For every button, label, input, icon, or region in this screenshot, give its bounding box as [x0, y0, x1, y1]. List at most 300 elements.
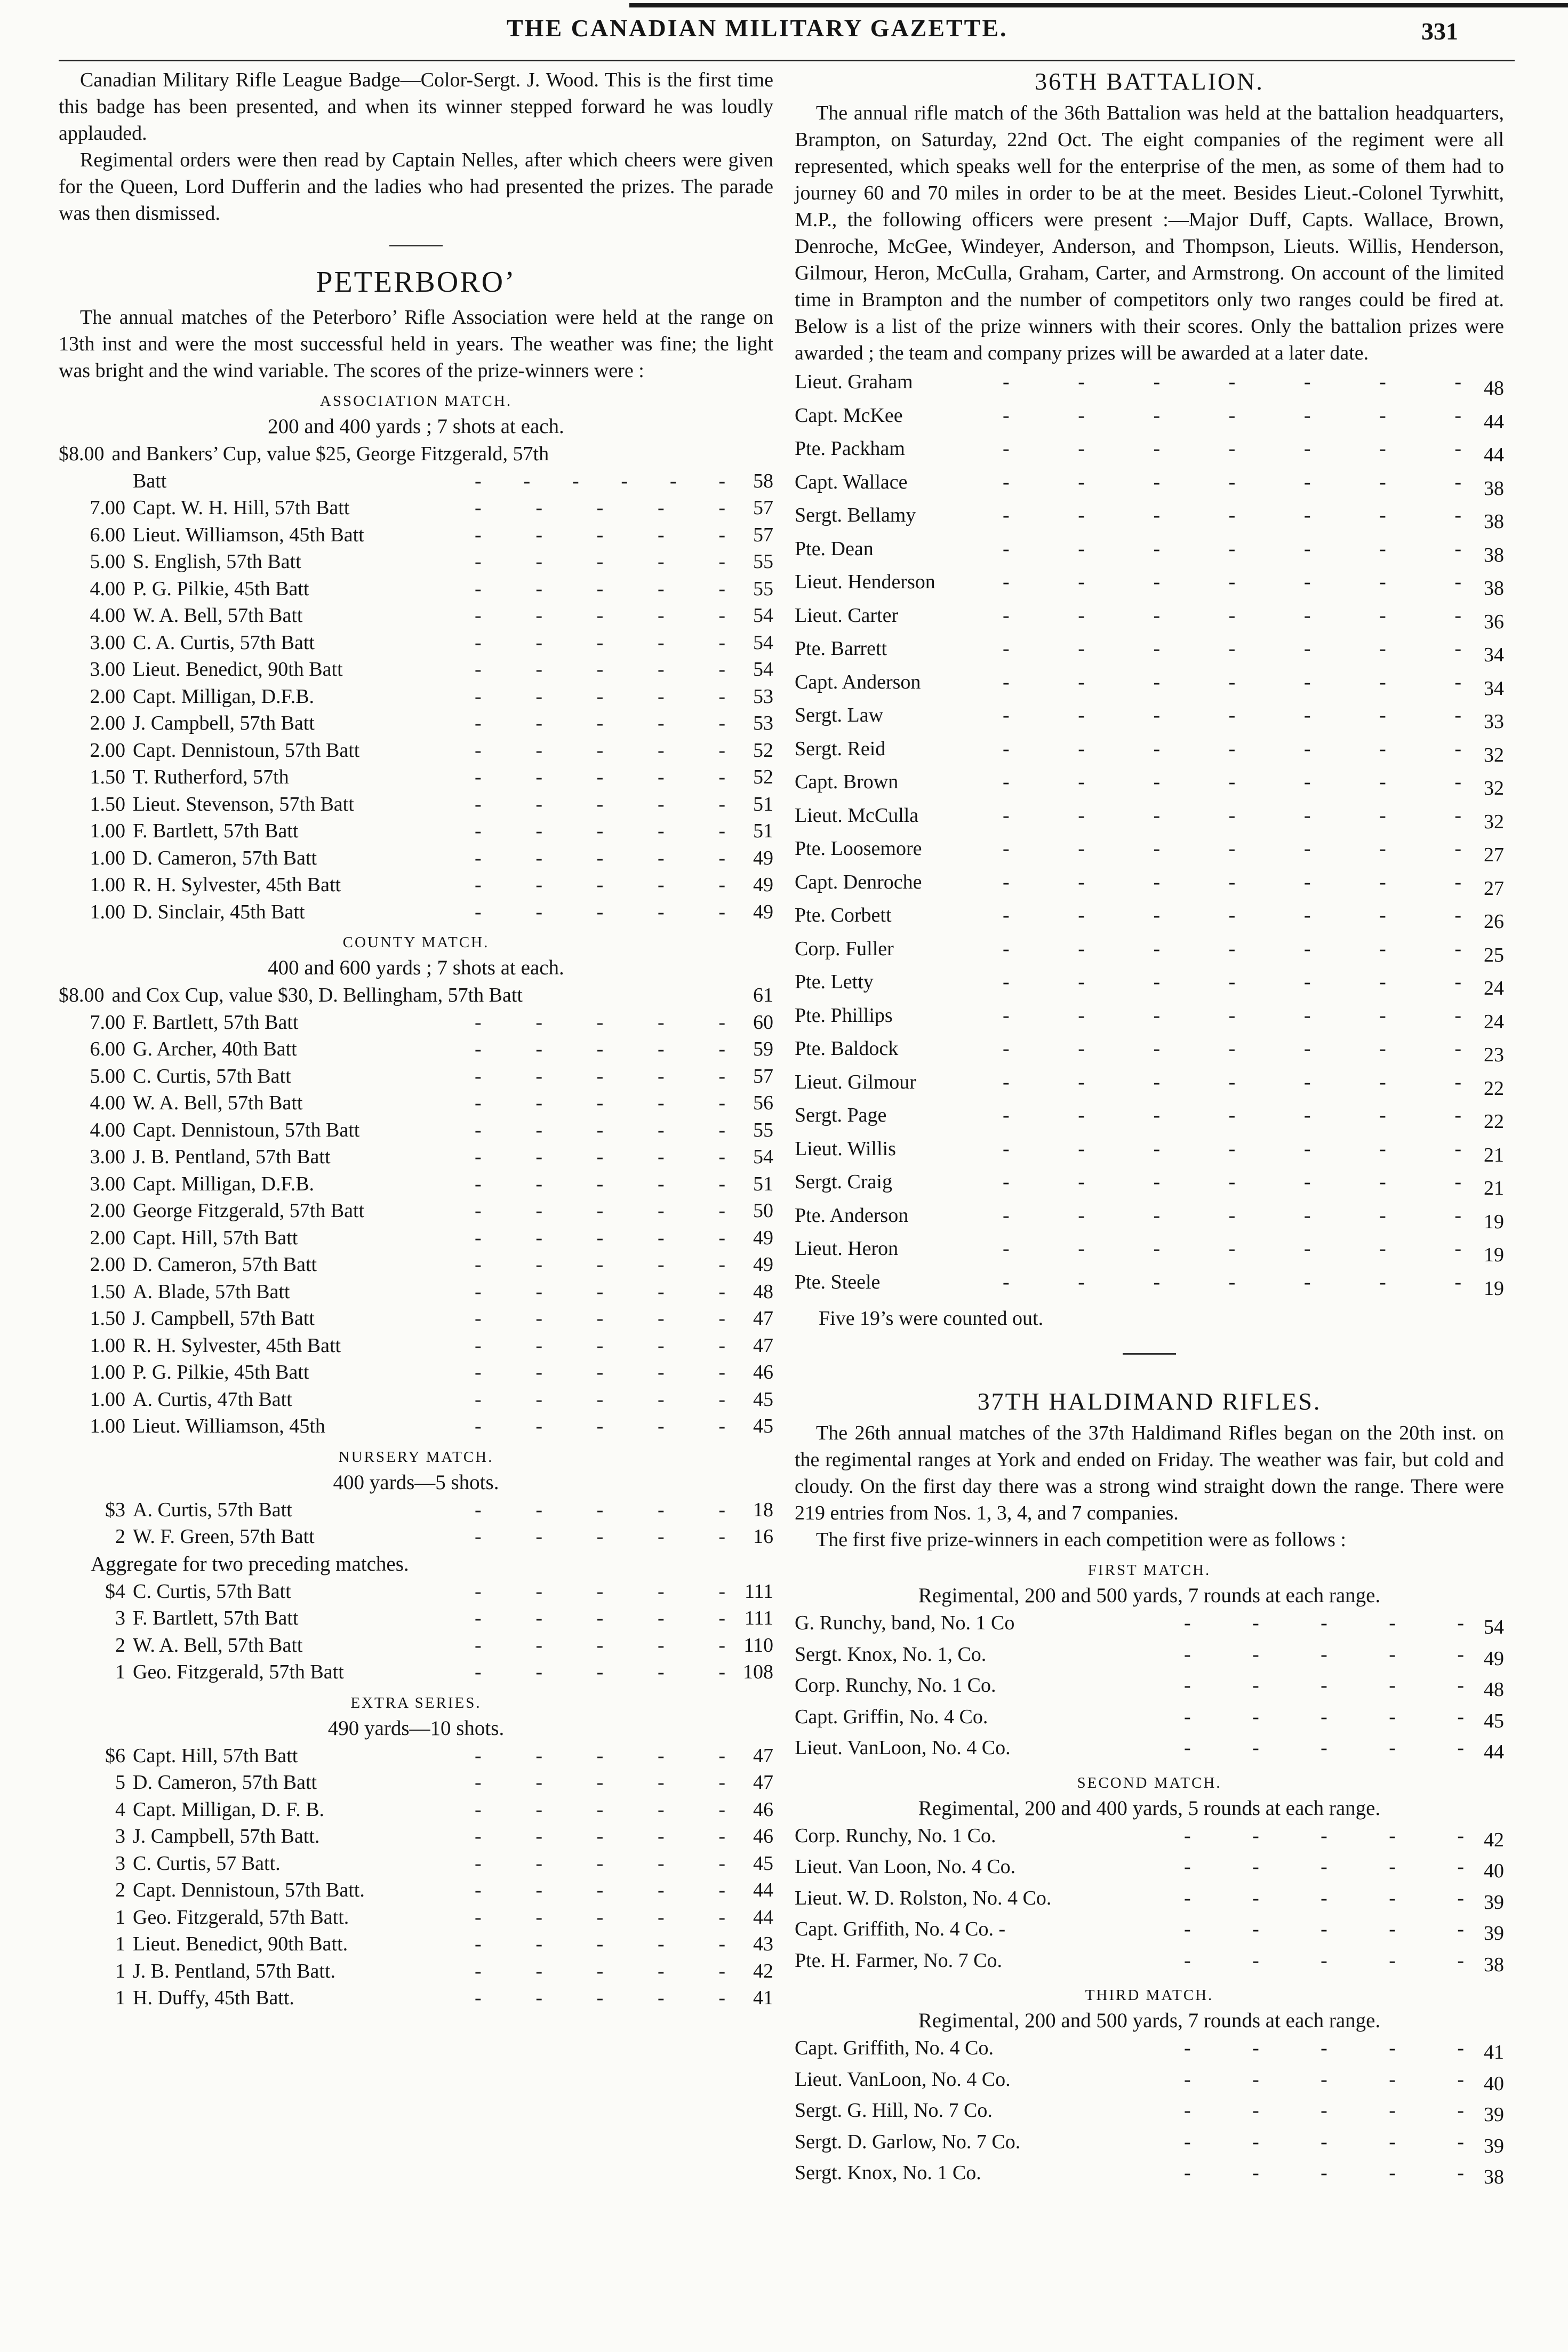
prize: 6.00: [90, 523, 125, 546]
table-row: Lieut. VanLoon, No. 4 Co. - - - - - 40: [795, 2066, 1504, 2098]
table-row: Lieut. Van Loon, No. 4 Co. - - - - - 40: [795, 1853, 1504, 1885]
table-row: 1.50 Lieut. Stevenson, 57th Batt - - - - - 51: [59, 791, 773, 818]
competitor: G. Runchy, band, No. 1 Co: [795, 1612, 1015, 1634]
table-row: Pte. Loosemore - - - - - - - 27: [795, 835, 1504, 869]
competitor: R. H. Sylvester, 45th Batt: [133, 1334, 341, 1357]
intro-paragraph-1: Canadian Military Rifle League Badge—Color-Sergt. J. Wood. This is the first time this badge has been presented, and when its winner stepped forward he was loudly applauded.: [59, 69, 773, 145]
first-match-heading: FIRST MATCH.: [1087, 1562, 1211, 1579]
table-row: 2 W. F. Green, 57th Batt - - - - - 16: [59, 1523, 773, 1550]
competitor: Capt. Anderson: [795, 670, 921, 693]
score: 39: [1484, 1891, 1504, 1914]
competitor: Lieut. Stevenson, 57th Batt: [133, 793, 354, 815]
competitor: P. G. Pilkie, 45th Batt: [133, 577, 309, 600]
prize: 1.00: [90, 1361, 125, 1383]
peterboro-paragraph: The annual matches of the Peterboro’ Rifle Association were held at the range on 13th inst and were the most successful held in years. The weather was fine; the light was bright and the wind variable. The scores of the prize-winners were :: [59, 306, 773, 382]
score: 44: [1484, 410, 1504, 433]
table-row: 2.00 D. Cameron, 57th Batt - - - - - 49: [59, 1251, 773, 1278]
competitor: C. Curtis, 57th Batt: [133, 1065, 291, 1087]
prize: 1: [115, 1661, 125, 1683]
prize: 5.00: [90, 1065, 125, 1087]
prize: 1: [115, 1906, 125, 1929]
table-row: Capt. Griffith, No. 4 Co. - - - - - - 39: [795, 1916, 1504, 1947]
table-row: Pte. Steele - - - - - - - 19: [795, 1269, 1504, 1302]
table-row: Lieut. Carter - - - - - - - 36: [795, 602, 1504, 636]
table-row: 3 J. Campbell, 57th Batt. - - - - - 46: [59, 1823, 773, 1850]
table-row: 2.00 Capt. Milligan, D.F.B. - - - - - 53: [59, 683, 773, 710]
table-row: Lieut. VanLoon, No. 4 Co. - - - - - 44: [795, 1734, 1504, 1766]
nursery-match-heading: NURSERY MATCH.: [338, 1448, 494, 1466]
score: 52: [753, 739, 773, 762]
score: 57: [753, 1065, 773, 1087]
score: 57: [753, 497, 773, 519]
table-row: Sergt. Bellamy - - - - - - - 38: [795, 502, 1504, 535]
score: 108: [743, 1661, 773, 1683]
extra-table: [59, 1742, 773, 2012]
table-row: Pte. Packham - - - - - - - 44: [795, 435, 1504, 469]
table-row: G. Runchy, band, No. 1 Co - - - - - 54: [795, 1610, 1504, 1641]
competitor: D. Cameron, 57th Batt: [133, 846, 317, 869]
table-row: 4.00 W. A. Bell, 57th Batt - - - - - 54: [59, 602, 773, 629]
competitor: Lieut. Van Loon, No. 4 Co.: [795, 1855, 1016, 1878]
competitor: Sergt. Knox, No. 1, Co.: [795, 1643, 987, 1666]
table-row: Sergt. G. Hill, No. 7 Co. - - - - - 39: [795, 2097, 1504, 2129]
table-row: Corp. Runchy, No. 1 Co. - - - - - 42: [795, 1822, 1504, 1854]
prize: 3.00: [90, 1146, 125, 1168]
score: 18: [753, 1498, 773, 1521]
h37-paragraph-2: The first five prize-winners in each competition were as follows :: [816, 1529, 1346, 1551]
b36-note: Five 19’s were counted out.: [819, 1307, 1044, 1330]
competitor: Sergt. Craig: [795, 1171, 892, 1193]
competitor: Capt. Hill, 57th Batt: [133, 1744, 298, 1767]
table-row: Lieut. Henderson - - - - - - - 38: [795, 569, 1504, 602]
score: 44: [753, 1906, 773, 1929]
prize: 4.00: [90, 604, 125, 627]
score: 38: [1484, 477, 1504, 500]
score: 46: [753, 1825, 773, 1847]
prize: 1: [115, 1987, 125, 2009]
prize: 1.00: [90, 1415, 125, 1437]
competitor: Capt. W. H. Hill, 57th Batt: [133, 497, 350, 519]
table-row: 3.00 Lieut. Benedict, 90th Batt - - - - - 54: [59, 656, 773, 683]
score: 24: [1484, 977, 1504, 999]
score: 40: [1484, 2072, 1504, 2095]
competitor: Lieut. VanLoon, No. 4 Co.: [795, 2068, 1011, 2091]
table-row: 4 Capt. Milligan, D. F. B. - - - - - 46: [59, 1796, 773, 1823]
competitor: Geo. Fitzgerald, 57th Batt: [133, 1661, 344, 1683]
table-row: $3 A. Curtis, 57th Batt - - - - - 18: [59, 1497, 773, 1524]
peterboro-title: PETERBORO’: [316, 266, 516, 299]
prize: 4.00: [90, 1118, 125, 1141]
table-row: Sergt. Reid - - - - - - - 32: [795, 735, 1504, 769]
table-row: 2 W. A. Bell, 57th Batt - - - - - 110: [59, 1632, 773, 1659]
competitor: Sergt. Knox, No. 1 Co.: [795, 2162, 981, 2184]
table-row: 1.00 D. Cameron, 57th Batt - - - - - 49: [59, 845, 773, 872]
prize: 1.50: [90, 766, 125, 788]
competitor: George Fitzgerald, 57th Batt: [133, 1199, 365, 1222]
prize: 2.00: [90, 685, 125, 708]
competitor: S. English, 57th Batt: [133, 550, 301, 573]
table-row: Capt. McKee - - - - - - - 44: [795, 402, 1504, 436]
prize: 2.00: [90, 739, 125, 762]
score: 55: [753, 550, 773, 573]
county-first-row: $8.00 and Cox Cup, value $30, D. Bellingham, 57th Batt 61: [59, 984, 773, 1006]
competitor: Pte. Steele: [795, 1270, 881, 1293]
score: 46: [753, 1798, 773, 1821]
competitor: W. A. Bell, 57th Batt: [133, 1634, 303, 1657]
competitor: Pte. H. Farmer, No. 7 Co.: [795, 1949, 1002, 1972]
score: 45: [1484, 1709, 1504, 1732]
association-conditions: 200 and 400 yards ; 7 shots at each.: [268, 415, 564, 438]
prize: 6.00: [90, 1038, 125, 1060]
score: 55: [753, 577, 773, 600]
score: 44: [1484, 444, 1504, 466]
competitor: Lieut. Gilmour: [795, 1070, 916, 1093]
competitor: Lieut. McCulla: [795, 804, 919, 827]
table-row: Pte. Barrett - - - - - - - 34: [795, 635, 1504, 669]
score: 53: [753, 685, 773, 708]
score: 57: [753, 523, 773, 546]
competitor: Capt. Milligan, D. F. B.: [133, 1798, 325, 1821]
score: 50: [753, 1199, 773, 1222]
table-row: 2.00 Capt. Hill, 57th Batt - - - - - 49: [59, 1225, 773, 1252]
competitor: Lieut. VanLoon, No. 4 Co.: [795, 1737, 1011, 1759]
competitor: J. Campbell, 57th Batt: [133, 1307, 315, 1330]
competitor: Geo. Fitzgerald, 57th Batt.: [133, 1906, 349, 1929]
score: 41: [753, 1987, 773, 2009]
competitor: Pte. Corbett: [795, 904, 892, 926]
table-row: 1.00 Lieut. Williamson, 45th - - - - - 45: [59, 1413, 773, 1440]
prize: 2.00: [90, 1226, 125, 1249]
table-row: 1.50 J. Campbell, 57th Batt - - - - - 47: [59, 1305, 773, 1332]
table-row: Pte. Phillips - - - - - - - 24: [795, 1002, 1504, 1036]
county-table: [59, 1009, 773, 1440]
prize: 1.00: [90, 874, 125, 896]
table-row: 1.00 D. Sinclair, 45th Batt - - - - - 49: [59, 899, 773, 926]
table-row: Capt. Anderson - - - - - - - 34: [795, 669, 1504, 702]
intro-paragraph-2: Regimental orders were then read by Captain Nelles, after which cheers were given for the Queen, Lord Dufferin and the ladies who had presented the prizes. The parade was then dismissed.: [59, 149, 773, 225]
h37-paragraph-1: The 26th annual matches of the 37th Haldimand Rifles began on the 20th inst. on the regimental ranges at York and ended on Friday. The weather was fair, but cold and cloudy. On the first day there was a strong wind straight down the range. There were 219 entries from Nos. 1, 3, 4, and 7 companies.: [795, 1422, 1504, 1524]
competitor: Capt. Brown: [795, 771, 899, 793]
score: 111: [744, 1607, 773, 1629]
score: 34: [1484, 644, 1504, 666]
nursery-conditions: 400 yards—5 shots.: [333, 1470, 499, 1494]
score: 24: [1484, 1010, 1504, 1033]
prize: $3: [105, 1498, 125, 1521]
prize: 4: [115, 1798, 125, 1821]
score: 53: [753, 712, 773, 734]
score: 54: [753, 1146, 773, 1168]
b36-title: 36TH BATTALION.: [1035, 68, 1264, 95]
competitor: J. B. Pentland, 57th Batt.: [133, 1959, 335, 1982]
competitor: P. G. Pilkie, 45th Batt: [133, 1361, 309, 1383]
competitor: F. Bartlett, 57th Batt: [133, 1607, 299, 1629]
competitor: Lieut. Heron: [795, 1237, 899, 1260]
score: 22: [1484, 1077, 1504, 1100]
score: 60: [753, 1011, 773, 1034]
table-row: 1.00 F. Bartlett, 57th Batt - - - - - 51: [59, 818, 773, 845]
prize: 3.00: [90, 658, 125, 681]
table-row: 6.00 Lieut. Williamson, 45th Batt - - - - - 57: [59, 522, 773, 549]
table-row: 3.00 Capt. Milligan, D.F.B. - - - - - 51: [59, 1171, 773, 1198]
competitor: Lieut. Henderson: [795, 571, 935, 593]
score: 21: [1484, 1143, 1504, 1166]
table-row: 1.00 A. Curtis, 47th Batt - - - - - 45: [59, 1386, 773, 1413]
score: 44: [753, 1879, 773, 1901]
table-row: Capt. Griffin, No. 4 Co. - - - - - 45: [795, 1703, 1504, 1735]
score: 27: [1484, 844, 1504, 866]
table-row: Capt. Denroche - - - - - - - 27: [795, 869, 1504, 902]
prize: 1.00: [90, 1388, 125, 1411]
prize: $4: [105, 1580, 125, 1603]
county-conditions: 400 and 600 yards ; 7 shots at each.: [268, 956, 564, 979]
score: 38: [1484, 2166, 1504, 2188]
table-row: Corp. Runchy, No. 1 Co. - - - - - 48: [795, 1672, 1504, 1703]
prize: 4.00: [90, 1092, 125, 1114]
table-row: Pte. Baldock - - - - - - - 23: [795, 1035, 1504, 1069]
table-row: 3 F. Bartlett, 57th Batt - - - - - 111: [59, 1605, 773, 1632]
score: 59: [753, 1038, 773, 1060]
score: 42: [753, 1959, 773, 1982]
score: 51: [753, 793, 773, 815]
table-row: 3.00 C. A. Curtis, 57th Batt - - - - - 54: [59, 629, 773, 657]
first-match-table: [795, 1610, 1504, 1766]
score: 26: [1484, 910, 1504, 933]
extra-series-heading: EXTRA SERIES.: [350, 1694, 482, 1711]
table-row: Sergt. Knox, No. 1 Co. - - - - - 38: [795, 2159, 1504, 2191]
score: 54: [753, 604, 773, 627]
competitor: Capt. Dennistoun, 57th Batt: [133, 739, 360, 762]
prize: 1.50: [90, 1280, 125, 1303]
table-row: 3 C. Curtis, 57 Batt. - - - - - 45: [59, 1850, 773, 1877]
prize: 3: [115, 1607, 125, 1629]
gazette-title: THE CANADIAN MILITARY GAZETTE.: [507, 14, 1008, 42]
competitor: Lieut. W. D. Rolston, No. 4 Co.: [795, 1886, 1052, 1909]
competitor: J. Campbell, 57th Batt: [133, 712, 315, 734]
table-row: Sergt. Knox, No. 1, Co. - - - - - 49: [795, 1641, 1504, 1673]
competitor: Capt. Milligan, D.F.B.: [133, 1172, 315, 1195]
score: 41: [1484, 2041, 1504, 2063]
table-row: Lieut. Willis - - - - - - - 21: [795, 1135, 1504, 1169]
score: 45: [753, 1852, 773, 1875]
table-row: 1.00 R. H. Sylvester, 45th Batt - - - - - 49: [59, 871, 773, 899]
table-row: 5.00 C. Curtis, 57th Batt - - - - - 57: [59, 1063, 773, 1090]
competitor: Lieut. Willis: [795, 1137, 896, 1160]
b36-paragraph: The annual rifle match of the 36th Battalion was held at the battalion headquarters, Brampton, on Saturday, 22nd Oct. The eight companies of the regiment were all represented, which speaks well for the enterprise of the men, as some of them had to journey 60 and 70 miles in order to be at the meet. Besides Lieut.-Colonel Tyrwhitt, M.P., the following officers were present :—Major Duff, Capts. Wallace, Brown, Denroche, McGee, Windeyer, Anderson, and Thompson, Lieuts. Willis, Henderson, Gilmour, Heron, McCulla, Graham, Carter, and Armstrong. On account of the limited time in Brampton and the number of competitors only two ranges could be fired at. Below is a list of the prize winners with their scores. Only the battalion prizes were awarded ; the team and company prizes will be awarded at a later date.: [795, 102, 1504, 364]
score: 34: [1484, 677, 1504, 700]
competitor: Lieut. Benedict, 90th Batt: [133, 658, 343, 681]
table-row: Capt. Brown - - - - - - - 32: [795, 769, 1504, 802]
table-row: 7.00 F. Bartlett, 57th Batt - - - - - 60: [59, 1009, 773, 1036]
competitor: Lieut. Carter: [795, 604, 899, 627]
competitor: Capt. Denroche: [795, 870, 922, 893]
right-column: [795, 67, 1504, 2191]
header-rule-top: [629, 3, 1568, 7]
table-row: 6.00 G. Archer, 40th Batt - - - - - 59: [59, 1036, 773, 1063]
score: 21: [1484, 1177, 1504, 1199]
score: 23: [1484, 1044, 1504, 1066]
table-row: 5.00 S. English, 57th Batt - - - - - 55: [59, 548, 773, 575]
third-match-table: [795, 2035, 1504, 2191]
extra-conditions: 490 yards—10 shots.: [327, 1716, 505, 1740]
table-row: 1.00 R. H. Sylvester, 45th Batt - - - - - 47: [59, 1332, 773, 1359]
score: 51: [753, 820, 773, 842]
competitor: Capt. Dennistoun, 57th Batt.: [133, 1879, 365, 1901]
score: 55: [753, 1118, 773, 1141]
page-header: [0, 10, 1568, 47]
competitor: Capt. Hill, 57th Batt: [133, 1226, 298, 1249]
score: 45: [753, 1388, 773, 1411]
competitor: D. Cameron, 57th Batt: [133, 1253, 317, 1276]
table-row: 2.00 George Fitzgerald, 57th Batt - - - - - 50: [59, 1197, 773, 1225]
competitor: Lieut. Benedict, 90th Batt.: [133, 1933, 348, 1955]
competitor: J. B. Pentland, 57th Batt: [133, 1146, 331, 1168]
score: 54: [1484, 1616, 1504, 1638]
competitor: Sergt. Law: [795, 704, 884, 726]
score: 32: [1484, 777, 1504, 799]
competitor: Corp. Runchy, No. 1 Co.: [795, 1824, 996, 1847]
competitor: Pte. Baldock: [795, 1037, 899, 1060]
prize: 3: [115, 1852, 125, 1875]
third-match-heading: THIRD MATCH.: [1085, 1987, 1214, 2004]
left-column: [59, 67, 773, 2012]
table-row: 2.00 Capt. Dennistoun, 57th Batt - - - - - 52: [59, 737, 773, 764]
h37-title: 37TH HALDIMAND RIFLES.: [977, 1388, 1322, 1415]
association-first-row-cont: Batt - - - - - - 58: [133, 469, 773, 492]
score: 49: [753, 1226, 773, 1249]
competitor: J. Campbell, 57th Batt.: [133, 1825, 320, 1847]
association-table: [59, 494, 773, 925]
score: 22: [1484, 1110, 1504, 1133]
table-row: Sergt. Craig - - - - - - - 21: [795, 1169, 1504, 1202]
score: 54: [753, 658, 773, 681]
competitor: H. Duffy, 45th Batt.: [133, 1987, 294, 2009]
section-divider: [1123, 1353, 1176, 1355]
competitor: Pte. Dean: [795, 537, 874, 560]
table-row: Pte. H. Farmer, No. 7 Co. - - - - - 38: [795, 1947, 1504, 1979]
score: 48: [753, 1280, 773, 1303]
prize: 1: [115, 1933, 125, 1955]
score: 48: [1484, 377, 1504, 399]
second-match-heading: SECOND MATCH.: [1077, 1774, 1222, 1791]
competitor: A. Curtis, 47th Batt: [133, 1388, 292, 1411]
prize: 4.00: [90, 577, 125, 600]
competitor: Pte. Barrett: [795, 637, 887, 660]
competitor: A. Blade, 57th Batt: [133, 1280, 290, 1303]
score: 39: [1484, 2103, 1504, 2126]
score: 42: [1484, 1828, 1504, 1851]
b36-table: [795, 369, 1504, 1302]
competitor: Capt. Wallace: [795, 470, 908, 493]
score: 111: [744, 1580, 773, 1603]
competitor: Sergt. G. Hill, No. 7 Co.: [795, 2099, 993, 2122]
competitor: Pte. Letty: [795, 971, 874, 993]
competitor: Sergt. Reid: [795, 737, 886, 760]
prize: 1: [115, 1959, 125, 1982]
competitor: D. Sinclair, 45th Batt: [133, 900, 305, 923]
table-row: Pte. Letty - - - - - - - 24: [795, 969, 1504, 1002]
table-row: 1 Geo. Fitzgerald, 57th Batt. - - - - - 44: [59, 1904, 773, 1931]
third-match-conditions: Regimental, 200 and 500 yards, 7 rounds at each range.: [918, 2009, 1381, 2032]
page-number: 331: [1421, 18, 1458, 45]
table-row: 2.00 J. Campbell, 57th Batt - - - - - 53: [59, 710, 773, 737]
competitor: W. A. Bell, 57th Batt: [133, 1092, 303, 1114]
table-row: Sergt. Page - - - - - - - 22: [795, 1102, 1504, 1135]
competitor: C. Curtis, 57th Batt: [133, 1580, 291, 1603]
prize: 1.50: [90, 793, 125, 815]
prize: 2: [115, 1634, 125, 1657]
prize: 1.00: [90, 900, 125, 923]
competitor: F. Bartlett, 57th Batt: [133, 1011, 299, 1034]
association-match-heading: ASSOCIATION MATCH.: [319, 393, 513, 410]
table-row: Lieut. Gilmour - - - - - - - 22: [795, 1069, 1504, 1102]
table-row: 7.00 Capt. W. H. Hill, 57th Batt - - - - - 57: [59, 494, 773, 522]
competitor: Pte. Loosemore: [795, 837, 922, 860]
score: 48: [1484, 1678, 1504, 1701]
competitor: Corp. Fuller: [795, 937, 894, 960]
competitor: Sergt. Bellamy: [795, 504, 916, 526]
competitor: Capt. McKee: [795, 404, 903, 427]
score: 16: [753, 1525, 773, 1548]
score: 32: [1484, 810, 1504, 833]
table-row: Lieut. W. D. Rolston, No. 4 Co. - - - - - 39: [795, 1885, 1504, 1916]
competitor: A. Curtis, 57th Batt: [133, 1498, 292, 1521]
score: 49: [753, 846, 773, 869]
table-row: Sergt. D. Garlow, No. 7 Co. - - - - - 39: [795, 2129, 1504, 2160]
table-row: 4.00 Capt. Dennistoun, 57th Batt - - - - - 55: [59, 1117, 773, 1144]
competitor: Pte. Anderson: [795, 1204, 909, 1227]
competitor: Lieut. Williamson, 45th: [133, 1415, 325, 1437]
prize: 5: [115, 1771, 125, 1794]
competitor: T. Rutherford, 57th: [133, 766, 289, 788]
table-row: 1 Lieut. Benedict, 90th Batt. - - - - - 43: [59, 1931, 773, 1958]
table-row: Lieut. Heron - - - - - - - 19: [795, 1235, 1504, 1269]
score: 47: [753, 1744, 773, 1767]
header-divider: [59, 60, 1515, 61]
prize: 3.00: [90, 1172, 125, 1195]
competitor: Capt. Griffith, No. 4 Co. -: [795, 1918, 1006, 1940]
competitor: Pte. Phillips: [795, 1004, 893, 1027]
table-row: 1 Geo. Fitzgerald, 57th Batt - - - - - 108: [59, 1659, 773, 1686]
competitor: G. Archer, 40th Batt: [133, 1038, 297, 1060]
table-row: Lieut. Graham - - - - - - - 48: [795, 369, 1504, 402]
score: 32: [1484, 743, 1504, 766]
prize: 2.00: [90, 1199, 125, 1222]
competitor: C. A. Curtis, 57th Batt: [133, 631, 315, 654]
score: 39: [1484, 1922, 1504, 1945]
competitor: D. Cameron, 57th Batt: [133, 1771, 317, 1794]
table-row: $6 Capt. Hill, 57th Batt - - - - - 47: [59, 1742, 773, 1770]
score: 45: [753, 1415, 773, 1437]
score: 49: [1484, 1647, 1504, 1670]
county-match-heading: COUNTY MATCH.: [342, 934, 490, 951]
score: 54: [753, 631, 773, 654]
prize: 2.00: [90, 712, 125, 734]
prize: 3.00: [90, 631, 125, 654]
competitor: R. H. Sylvester, 45th Batt: [133, 874, 341, 896]
score: 39: [1484, 2134, 1504, 2157]
table-row: 4.00 W. A. Bell, 57th Batt - - - - - 56: [59, 1090, 773, 1117]
prize: 1.00: [90, 1334, 125, 1357]
competitor: Pte. Packham: [795, 437, 905, 460]
score: 56: [753, 1092, 773, 1114]
table-row: Capt. Griffith, No. 4 Co. - - - - - 41: [795, 2035, 1504, 2066]
score: 49: [753, 874, 773, 896]
score: 36: [1484, 610, 1504, 633]
table-row: Capt. Wallace - - - - - - - 38: [795, 469, 1504, 502]
prize: 3: [115, 1825, 125, 1847]
section-divider: [389, 245, 443, 246]
aggregate-table: [59, 1578, 773, 1686]
